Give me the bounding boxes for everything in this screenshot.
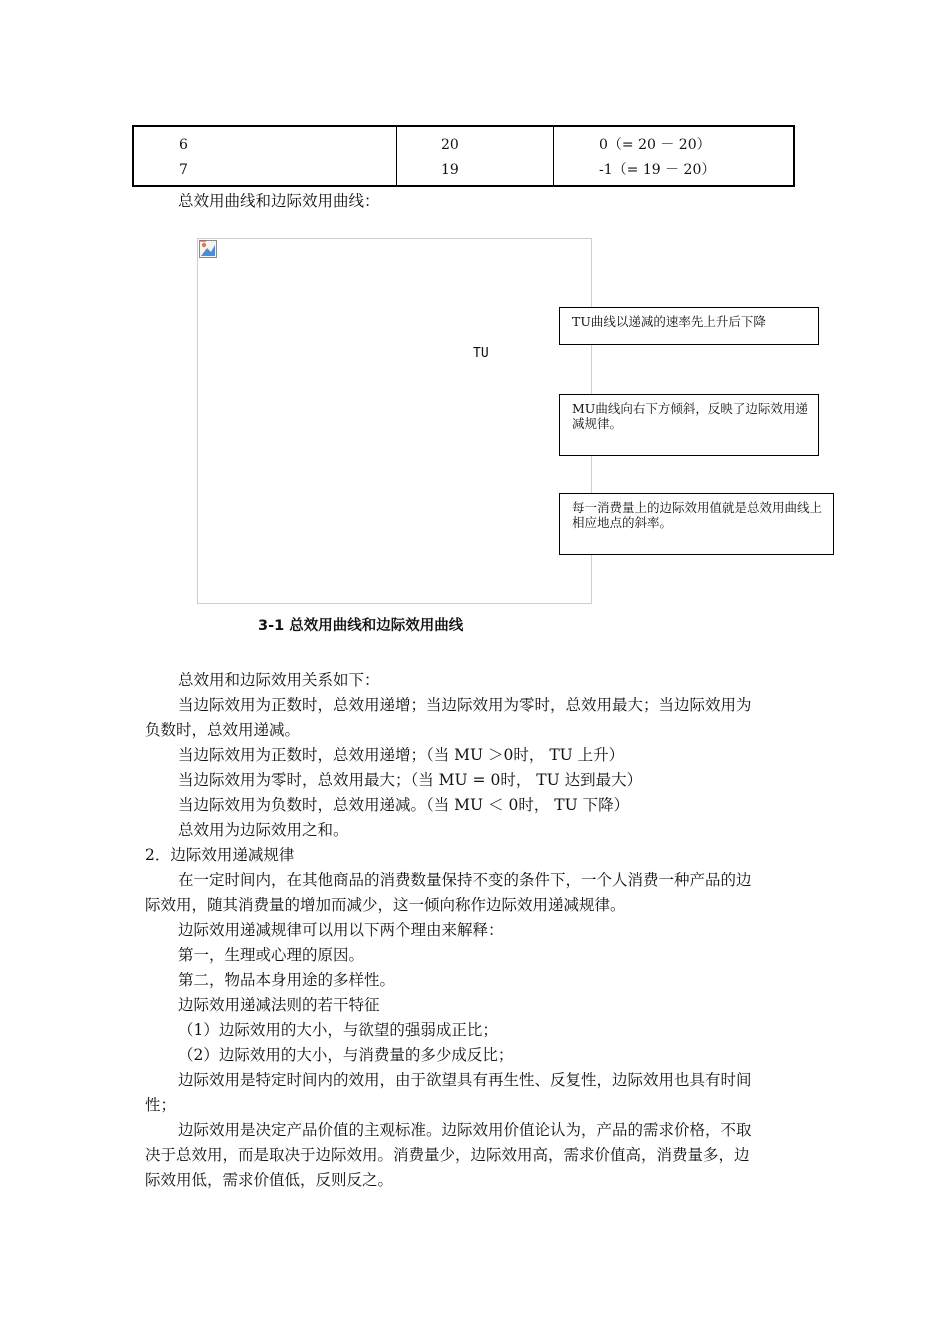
table-cell: 6 [179, 137, 188, 153]
paragraph: 当边际效用为正数时，总效用递增；（当 MU ＞0时， TU 上升） [178, 746, 625, 764]
paragraph: （2）边际效用的大小，与消费量的多少成反比； [178, 1046, 514, 1064]
paragraph: 际效用低，需求价值低，反则反之。 [145, 1171, 394, 1189]
paragraph: 性； [145, 1096, 177, 1114]
paragraph: 在一定时间内，在其他商品的消费数量保持不变的条件下，一个人消费一种产品的边 [178, 871, 752, 889]
figure-frame [197, 238, 592, 604]
paragraph: 决于总效用，而是取决于边际效用。消费量少，边际效用高，需求价值高，消费量多，边 [145, 1146, 750, 1164]
paragraph: 总效用为边际效用之和。 [178, 821, 349, 839]
paragraph: 当边际效用为零时，总效用最大；（当 MU = 0时， TU 达到最大） [178, 771, 643, 789]
paragraph: 第二，物品本身用途的多样性。 [178, 971, 396, 989]
paragraph: 际效用，随其消费量的增加而减少，这一倾向称作边际效用递减规律。 [145, 896, 626, 914]
table-cell: 7 [179, 162, 188, 178]
paragraph: （1）边际效用的大小，与欲望的强弱成正比； [178, 1021, 498, 1039]
table-divider [553, 127, 554, 185]
callout-slope: 每一消费量上的边际效用值就是总效用曲线上相应地点的斜率。 [559, 493, 834, 555]
section-heading: 2．边际效用递减规律 [145, 846, 295, 864]
table-cell: 20 [441, 137, 459, 153]
paragraph: 边际效用是特定时间内的效用，由于欲望具有再生性、反复性，边际效用也具有时间 [178, 1071, 752, 1089]
paragraph: 边际效用是决定产品价值的主观标准。边际效用价值论认为，产品的需求价格，不取 [178, 1121, 752, 1139]
callout-mu: MU曲线向右下方倾斜，反映了边际效用递减规律。 [559, 394, 819, 456]
table-cell: 0（= 20 － 20） [599, 137, 711, 153]
table-cell: 19 [441, 162, 459, 178]
paragraph: 边际效用递减规律可以用以下两个理由来解释： [178, 921, 504, 939]
figure-caption: 3-1 总效用曲线和边际效用曲线 [258, 618, 464, 634]
paragraph: 边际效用递减法则的若干特征 [178, 996, 380, 1014]
paragraph: 当边际效用为负数时，总效用递减。（当 MU ＜ 0时， TU 下降） [178, 796, 630, 814]
intro-line: 总效用曲线和边际效用曲线： [178, 192, 380, 210]
callout-tu: TU曲线以递减的速率先上升后下降 [559, 307, 819, 345]
tu-curve-label: TU [473, 346, 489, 361]
paragraph: 负数时，总效用递减。 [145, 721, 301, 739]
paragraph: 总效用和边际效用关系如下： [178, 671, 380, 689]
table-divider [396, 127, 397, 185]
paragraph: 当边际效用为正数时，总效用递增；当边际效用为零时，总效用最大；当边际效用为 [178, 696, 752, 714]
table-cell: -1（= 19 － 20） [599, 162, 716, 178]
paragraph: 第一，生理或心理的原因。 [178, 946, 365, 964]
broken-image-icon [199, 240, 217, 258]
data-table [132, 125, 795, 187]
